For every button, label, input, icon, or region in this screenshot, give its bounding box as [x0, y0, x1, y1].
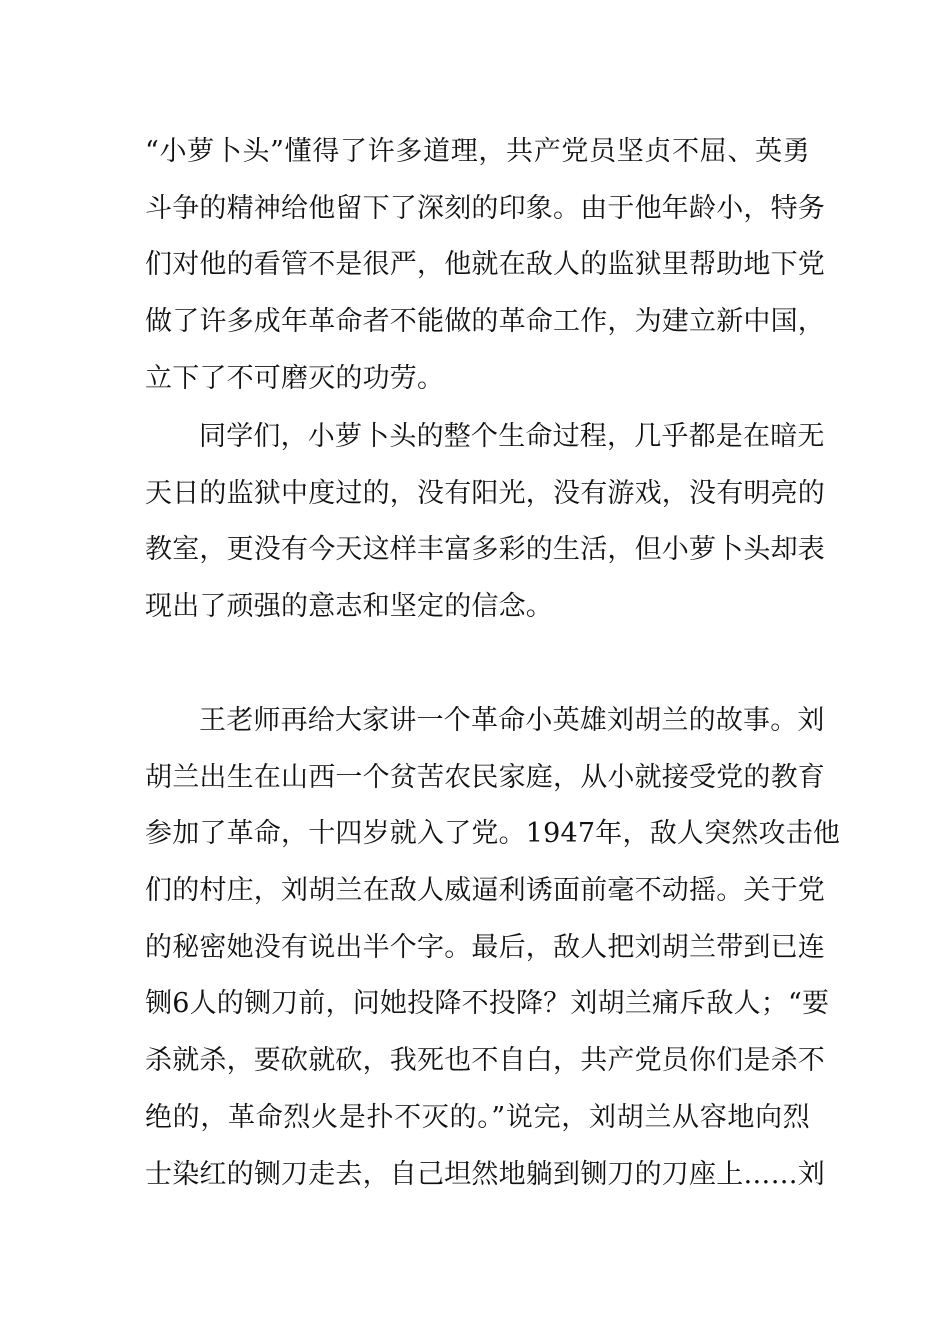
paragraph-line: 的秘密她没有说出半个字。最后，敌人把刘胡兰带到已连: [145, 931, 825, 963]
paragraph-line: 现出了顽强的意志和坚定的信念。: [145, 591, 553, 623]
paragraph-1: [145, 124, 825, 407]
paragraph-line: 立下了不可磨灭的功劳。: [145, 362, 445, 394]
paragraph-line: 参加了革命，十四岁就入了党。1947年，敌人突然攻击他: [145, 818, 841, 850]
paragraph-line: “小萝卜头”懂得了许多道理，共产党员坚贞不屈、英勇: [145, 136, 810, 167]
paragraph-line: 王老师再给大家讲一个革命小英雄刘胡兰的故事。刘: [199, 705, 825, 736]
paragraph-line: 教室，更没有今天这样丰富多彩的生活，但小萝卜头却表: [145, 534, 825, 566]
paragraph-line: 们对他的看管不是很严，他就在敌人的监狱里帮助地下党: [145, 249, 825, 281]
paragraph-line: 做了许多成年革命者不能做的革命工作，为建立新中国，: [145, 306, 825, 338]
paragraph-line: 绝的，革命烈火是扑不灭的。”说完，刘胡兰从容地向烈: [145, 1101, 810, 1133]
paragraph-line: 铡6人的铡刀前，问她投降不投降？刘胡兰痛斥敌人；“要: [145, 988, 830, 1020]
paragraph-3: [145, 693, 841, 1203]
paragraph-line: 天日的监狱中度过的，没有阳光，没有游戏，没有明亮的: [145, 477, 825, 509]
paragraph-line: 同学们，小萝卜头的整个生命过程，几乎都是在暗无: [199, 421, 825, 452]
paragraph-line: 斗争的精神给他留下了深刻的印象。由于他年龄小，特务: [145, 192, 825, 224]
paragraph-line: 胡兰出生在山西一个贫苦农民家庭，从小就接受党的教育: [145, 761, 825, 793]
paragraph-line: 们的村庄，刘胡兰在敌人威逼利诱面前毫不动摇。关于党: [145, 875, 825, 907]
paragraph-line: 士染红的铡刀走去，自己坦然地躺到铡刀的刀座上……刘: [145, 1158, 825, 1190]
paragraph-2: [145, 409, 825, 636]
paragraph-line: 杀就杀，要砍就砍，我死也不自白，共产党员你们是杀不: [145, 1045, 825, 1077]
